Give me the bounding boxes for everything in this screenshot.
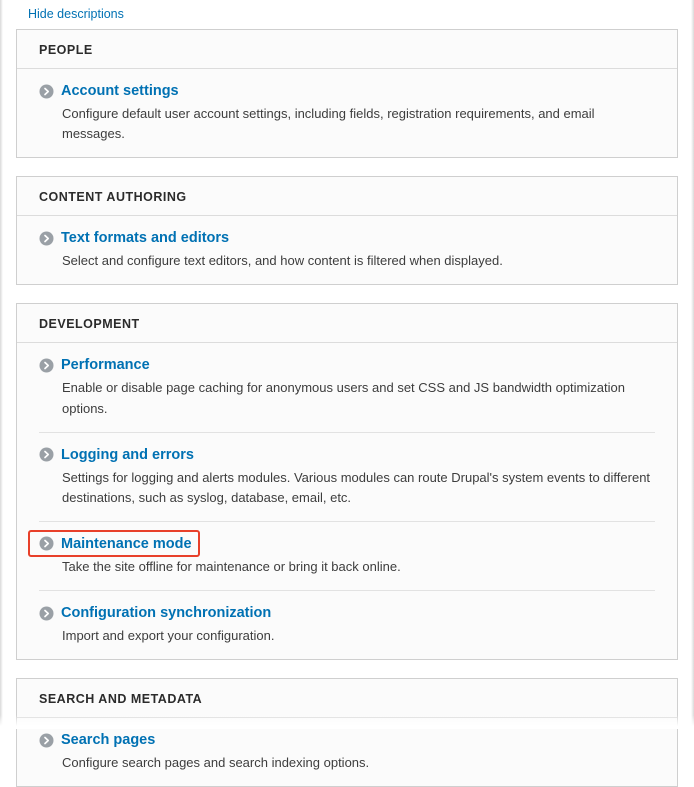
config-item-link[interactable]: Logging and errors xyxy=(61,446,194,463)
section-body xyxy=(17,69,677,157)
config-item-link[interactable]: Text formats and editors xyxy=(61,230,230,247)
chevron-right-circle-icon xyxy=(39,358,54,373)
config-item-description: Import and export your configuration. xyxy=(62,628,275,644)
config-item-head xyxy=(39,447,655,463)
section-title: SEARCH AND METADATA xyxy=(17,679,677,718)
config-item xyxy=(39,343,655,432)
config-item-head xyxy=(39,357,655,373)
config-item-description: Enable or disable page caching for anonymous users and set CSS and JS bandwidth optimization options. xyxy=(62,380,625,416)
config-item-head xyxy=(39,605,655,621)
config-item-link[interactable]: Account settings xyxy=(61,83,179,99)
config-item-link[interactable]: Configuration synchronization xyxy=(61,605,272,622)
config-item xyxy=(39,433,655,522)
chevron-right-circle-icon xyxy=(39,84,54,99)
config-item xyxy=(39,216,655,284)
section-title: CONTENT AUTHORING xyxy=(17,177,677,216)
chevron-right-circle-icon xyxy=(39,606,54,621)
config-item-head xyxy=(39,83,655,99)
left-edge-shadow xyxy=(0,0,3,729)
config-item-description: Configure search pages and search indexing options. xyxy=(62,755,370,771)
config-item-description: Settings for logging and alerts modules. Various modules can route Drupal's system events to different destinations, such as syslog, database, email, etc. xyxy=(62,469,651,505)
config-item-head xyxy=(39,536,655,552)
config-item-head xyxy=(39,230,655,246)
chevron-right-circle-icon xyxy=(39,733,54,748)
section-body xyxy=(17,718,677,786)
config-item-link[interactable]: Maintenance mode xyxy=(61,535,192,552)
chevron-right-circle-icon xyxy=(39,231,54,246)
highlight-outline xyxy=(28,530,200,557)
config-item-description: Take the site offline for maintenance or bring it back online. xyxy=(62,558,401,574)
config-item xyxy=(39,718,655,786)
section-search-and-metadata xyxy=(16,678,678,787)
config-item xyxy=(39,69,655,157)
config-item xyxy=(39,591,655,659)
section-title: DEVELOPMENT xyxy=(17,304,677,343)
config-item-description: Configure default user account settings, including fields, registration requirements, and email messages. xyxy=(62,106,595,142)
config-item-link[interactable]: Performance xyxy=(61,357,150,374)
section-title: PEOPLE xyxy=(17,30,677,69)
config-item-head xyxy=(39,732,655,748)
section-content-authoring xyxy=(16,176,678,285)
section-body xyxy=(17,343,677,659)
config-item-description: Select and configure text editors, and how content is filtered when displayed. xyxy=(62,253,503,269)
section-people xyxy=(16,29,678,158)
section-development xyxy=(16,303,678,660)
config-item-maintenance-mode xyxy=(39,522,655,591)
chevron-right-circle-icon xyxy=(39,447,54,462)
descriptions-toggle-row xyxy=(16,0,678,29)
hide-descriptions-link[interactable]: Hide descriptions xyxy=(28,7,124,21)
section-body xyxy=(17,216,677,284)
config-item-link[interactable]: Search pages xyxy=(61,732,156,749)
